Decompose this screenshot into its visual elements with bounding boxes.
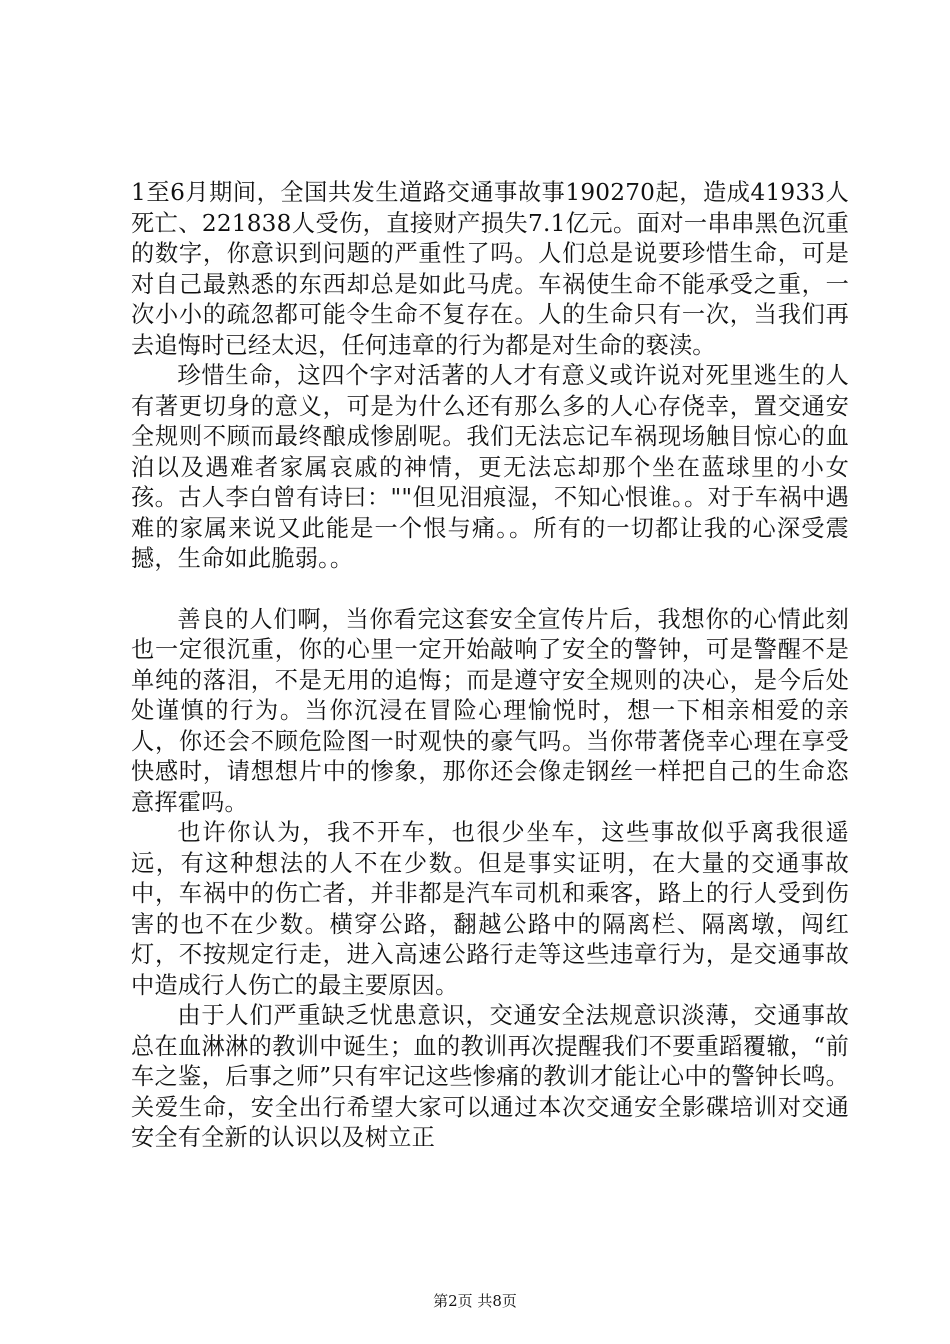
page-number-footer: 第2页 共8页 bbox=[433, 1292, 517, 1310]
paragraph-pedestrian-risk: 也许你认为，我不开车，也很少坐车，这些事故似乎离我很遥远，有这种想法的人不在少数。但是事实证明，在大量的交通事故中，车祸中的伤亡者，并非都是汽车司机和乘客，路上的行人受到伤害的也不在少数。横穿公路，翻越公路中的隔离栏、隔离墩，闯红灯，不按规定行走，进入高速公路行走等这些违章行为，是交通事故中造成行人伤亡的最主要原因。 bbox=[131, 819, 849, 999]
paragraph-accident-statistics: 1至6月期间，全国共发生道路交通事故事190270起，造成41933人死亡、221838人受伤，直接财产损失7.1亿元。面对一串串黑色沉重的数字，你意识到问题的严重性了吗。人们总是说要珍惜生命，可是对自己最熟悉的东西却总是如此马虎。车祸使生命不能承受之重，一次小小的疏忽都可能令生命不复存在。人的生命只有一次，当我们再去追悔时已经太迟，任何违章的行为都是对生命的亵渎。 bbox=[131, 179, 850, 359]
paragraph-spacer bbox=[131, 575, 849, 605]
paragraph-safety-warning: 善良的人们啊，当你看完这套安全宣传片后，我想你的心情此刻也一定很沉重，你的心里一定开始敲响了安全的警钟，可是警醒不是单纯的落泪，不是无用的追悔；而是遵守安全规则的决心，是今后处处谨慎的行为。当你沉浸在冒险心理愉悦时，想一下相亲相爱的亲人，你还会不顾危险图一时观快的豪气吗。当你带著侥幸心理在享受快感时，请想想片中的惨象，那你还会像走钢丝一样把自己的生命恣意挥霍吗。 bbox=[131, 605, 849, 816]
document-body bbox=[131, 178, 849, 1154]
paragraph-cherish-life: 珍惜生命，这四个字对活著的人才有意义或许说对死里逃生的人有著更切身的意义，可是为什么还有那么多的人心存侥幸，置交通安全规则不顾而最终酿成惨剧呢。我们无法忘记车祸现场触目惊心的血泊以及遇难者家属哀戚的神情，更无法忘却那个坐在蓝球里的小女孩。古人李白曾有诗曰：""但见泪痕湿，不知心恨谁。。对于车祸中遇难的家属来说又此能是一个恨与痛。。所有的一切都让我的心深受震撼，生命如此脆弱。。 bbox=[131, 362, 849, 572]
paragraph-lessons: 由于人们严重缺乏忧患意识，交通安全法规意识淡薄，交通事故总在血淋淋的教训中诞生；血的教训再次提醒我们不要重蹈覆辙，“前车之鉴，后事之师”只有牢记这些惨痛的教训才能让心中的警钟长鸣。关爱生命，安全出行希望大家可以通过本次交通安全影碟培训对交通安全有全新的认识以及树立正 bbox=[131, 1002, 849, 1151]
